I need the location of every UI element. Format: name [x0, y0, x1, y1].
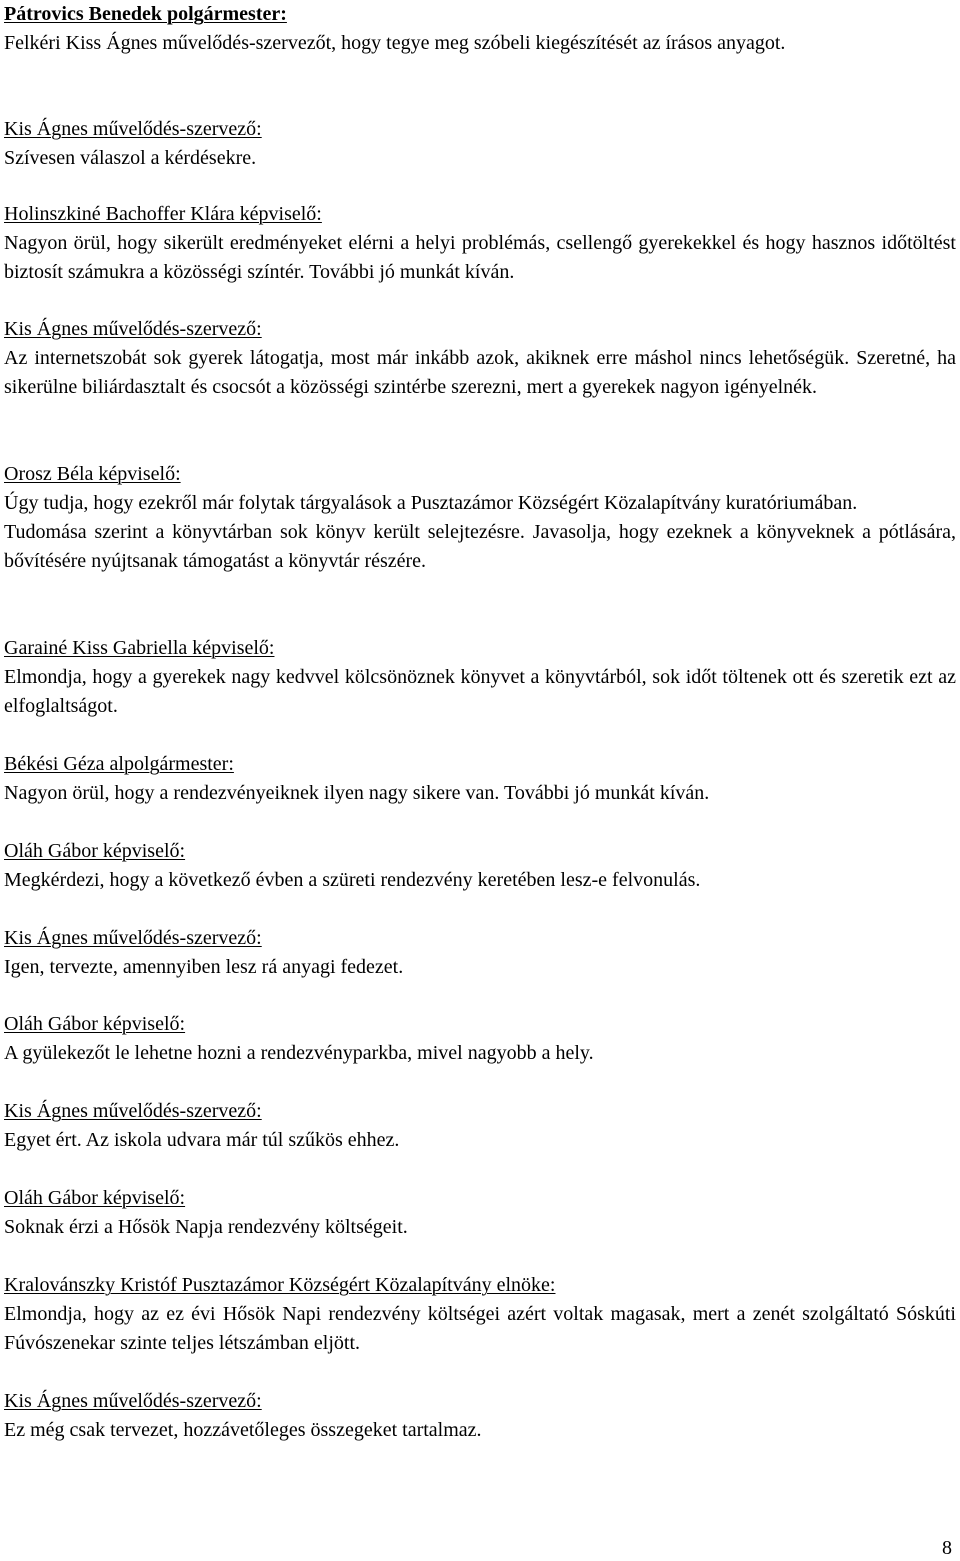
speech-block-10 [4, 1010, 956, 1068]
speaker-name: Kis Ágnes művelődés-szervező: [4, 1390, 262, 1412]
speaker-name: Holinszkiné Bachoffer Klára képviselő: [4, 203, 322, 225]
speech-block-5 [4, 460, 956, 576]
speech-block-4 [4, 315, 956, 402]
speech-block-9 [4, 924, 956, 982]
speech-text: Úgy tudja, hogy ezekről már folytak tárgyalások a Pusztazámor Községért Közalapítvány kuratóriumában. [4, 492, 858, 514]
speech-text: Elmondja, hogy az ez évi Hősök Napi rendezvény költségei azért voltak magasak, mert a zenét szolgáltató Sóskúti Fúvószenekar szinte teljes létszámban eljött. [4, 1303, 956, 1354]
speaker-name: Békési Géza alpolgármester: [4, 753, 234, 775]
speech-text: Az internetszobát sok gyerek látogatja, most már inkább azok, akiknek erre máshol nincs lehetőségük. Szeretné, ha sikerülne biliárdasztalt és csocsót a közösségi szintérbe szerezni, mert a gyerekek nagyon igényelnék. [4, 347, 956, 398]
speech-text-continued: Tudomása szerint a könyvtárban sok könyv került selejtezésre. Javasolja, hogy ezeknek a könyveknek a pótlására, bővítésére nyújtsanak támogatást a könyvtár részére. [4, 521, 956, 572]
speech-text: Igen, tervezte, amennyiben lesz rá anyagi fedezet. [4, 956, 404, 978]
speech-text: Nagyon örül, hogy sikerült eredményeket elérni a helyi problémás, csellengő gyerekekkel és hogy hasznos időtöltést biztosít számukra a közösségi színtér. További jó munkát kíván. [4, 232, 956, 283]
speaker-name: Kralovánszky Kristóf Pusztazámor Községért Közalapítvány elnöke: [4, 1274, 556, 1296]
speaker-name: Kis Ágnes művelődés-szervező: [4, 318, 262, 340]
speech-block-13 [4, 1271, 956, 1358]
speech-block-3 [4, 200, 956, 287]
speech-text: Nagyon örül, hogy a rendezvényeiknek ilyen nagy sikere van. További jó munkát kíván. [4, 782, 710, 804]
speech-block-12 [4, 1184, 956, 1242]
speech-block-2 [4, 115, 956, 173]
speaker-name: Pátrovics Benedek polgármester: [4, 3, 287, 25]
speaker-name: Garainé Kiss Gabriella képviselő: [4, 637, 275, 659]
speaker-name: Oláh Gábor képviselő: [4, 840, 186, 862]
speaker-name: Orosz Béla képviselő: [4, 463, 181, 485]
speaker-name: Kis Ágnes művelődés-szervező: [4, 118, 262, 140]
speech-block-11 [4, 1097, 956, 1155]
speech-block-1 [4, 0, 956, 58]
speech-block-14 [4, 1387, 956, 1445]
speech-text: A gyülekezőt le lehetne hozni a rendezvényparkba, mivel nagyobb a hely. [4, 1042, 594, 1064]
speech-text: Ez még csak tervezet, hozzávetőleges összegeket tartalmaz. [4, 1419, 482, 1441]
speaker-name: Oláh Gábor képviselő: [4, 1187, 186, 1209]
speech-text: Megkérdezi, hogy a következő évben a szüreti rendezvény keretében lesz-e felvonulás. [4, 869, 701, 891]
speaker-name: Oláh Gábor képviselő: [4, 1013, 186, 1035]
speaker-name: Kis Ágnes művelődés-szervező: [4, 927, 262, 949]
speech-text: Soknak érzi a Hősök Napja rendezvény költségeit. [4, 1216, 408, 1238]
speaker-name: Kis Ágnes művelődés-szervező: [4, 1100, 262, 1122]
speech-text: Egyet ért. Az iskola udvara már túl szűkös ehhez. [4, 1129, 400, 1151]
speech-block-8 [4, 837, 956, 895]
speech-text: Felkéri Kiss Ágnes művelődés-szervezőt, hogy tegye meg szóbeli kiegészítését az írásos anyagot. [4, 32, 786, 54]
speech-block-6 [4, 634, 956, 721]
speech-block-7 [4, 750, 956, 808]
speech-text: Elmondja, hogy a gyerekek nagy kedvvel kölcsönöznek könyvet a könyvtárból, sok időt töltenek ott és szeretik ezt az elfoglaltságot. [4, 666, 956, 717]
speech-text: Szívesen válaszol a kérdésekre. [4, 147, 257, 169]
page-number: 8 [942, 1537, 952, 1559]
